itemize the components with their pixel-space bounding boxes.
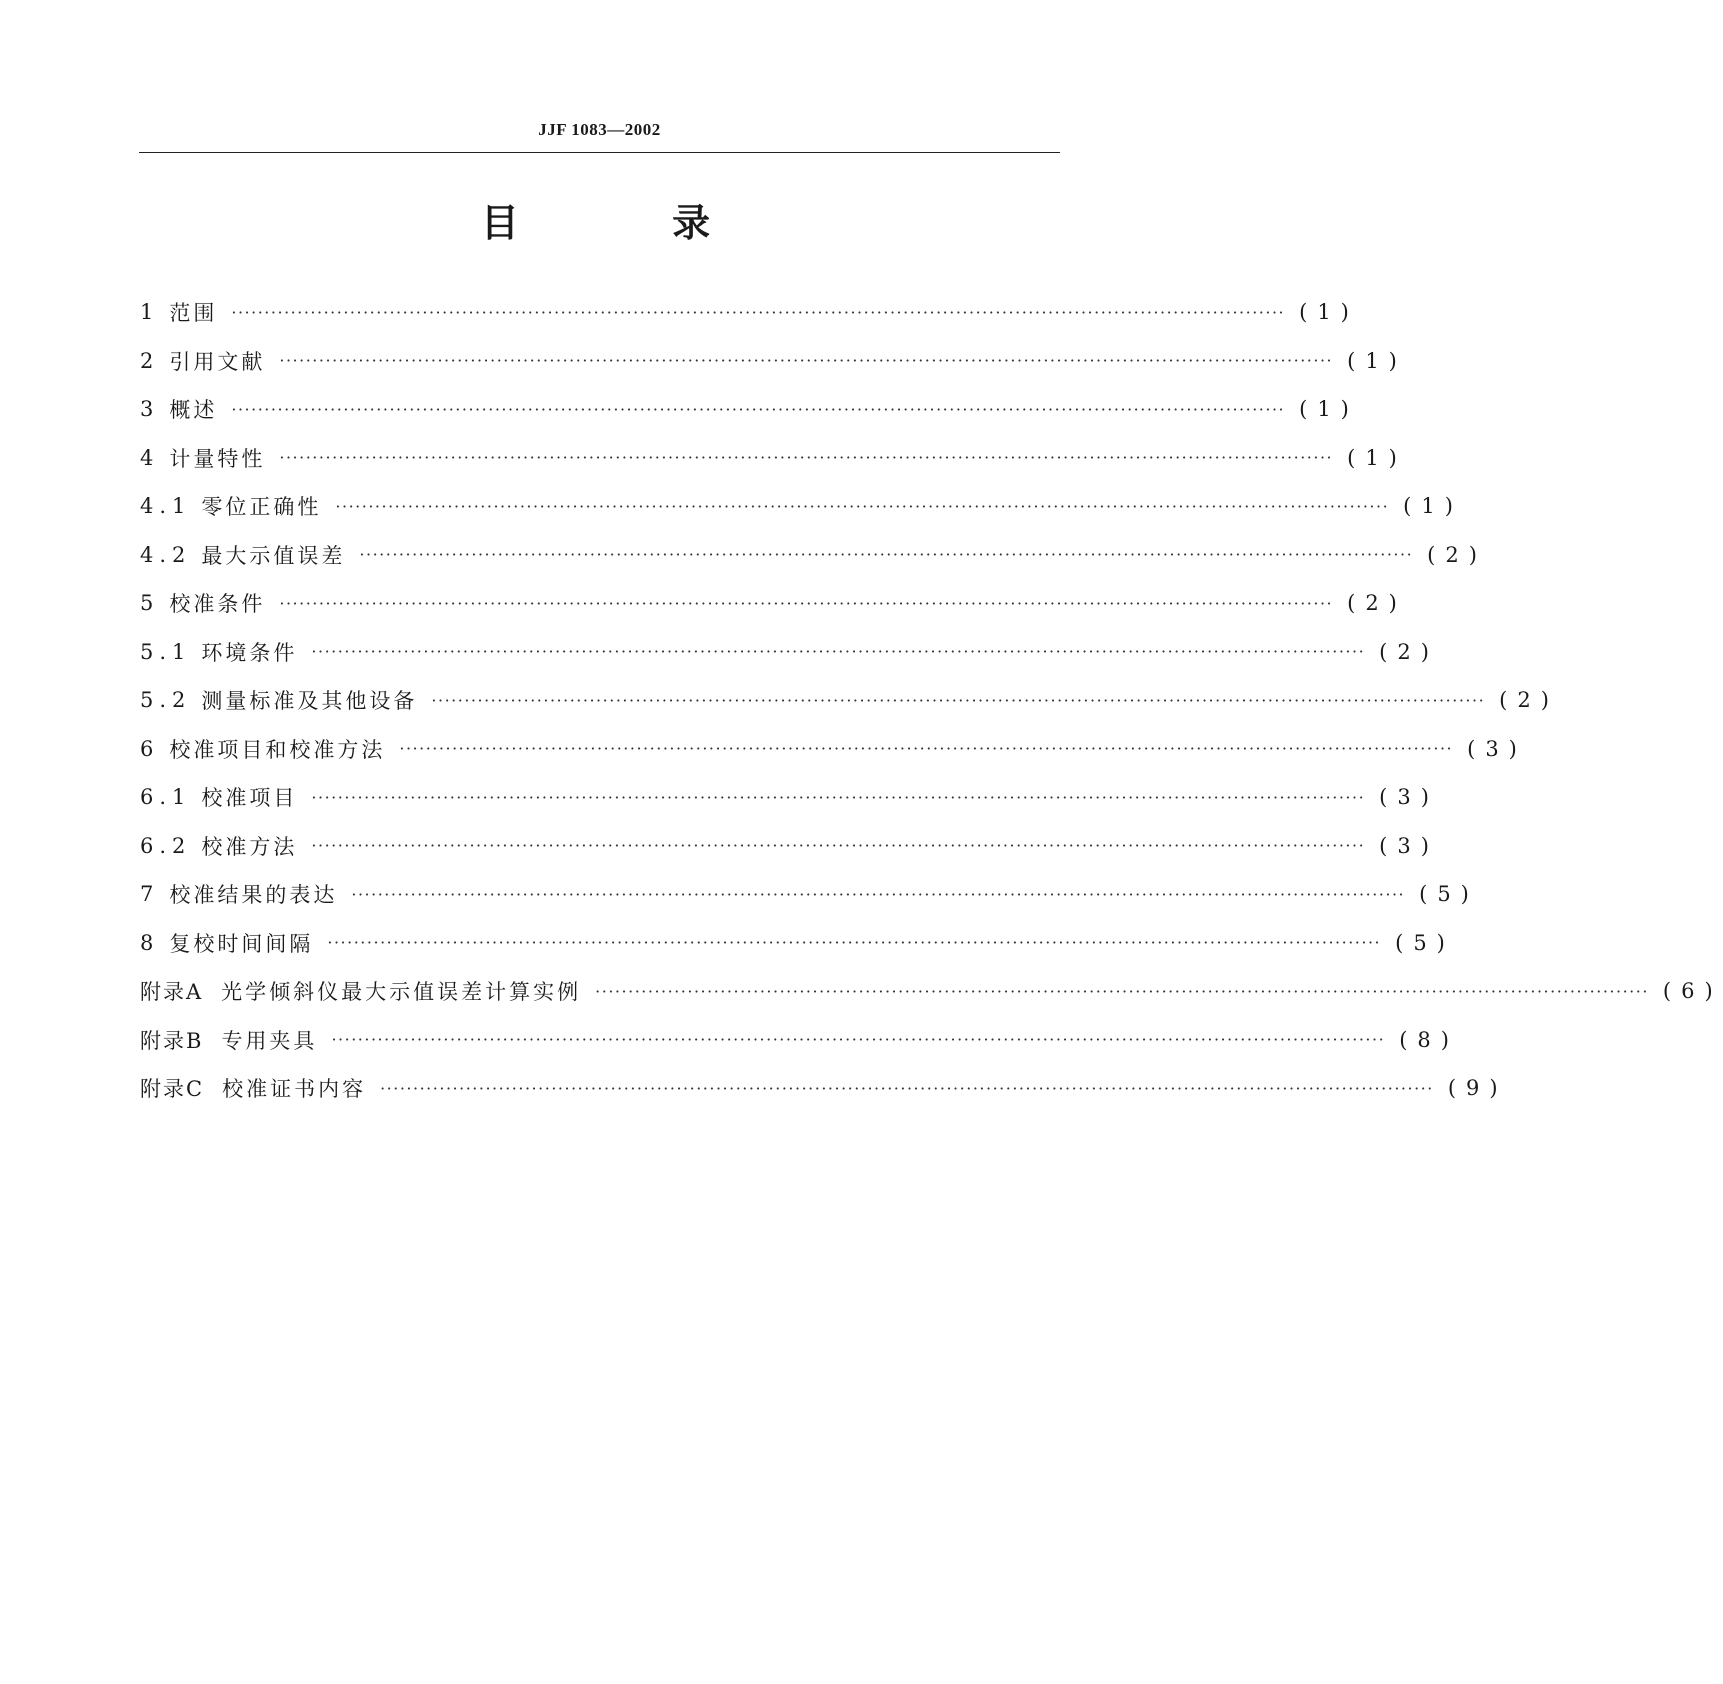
standard-code: JJF 1083—2002: [538, 120, 661, 139]
toc-entry[interactable]: [140, 773, 1439, 822]
toc-entry-label: 测量标准及其他设备: [201, 689, 418, 714]
toc-entry-label: 校准证书内容: [222, 1077, 367, 1102]
toc-entry-number: 附录B: [140, 1028, 204, 1053]
toc-entry[interactable]: [140, 288, 1359, 337]
dot-leader: ································································································································································: [327, 933, 1382, 953]
toc-entry-page: (1): [1403, 494, 1463, 519]
toc-entry-page: (1): [1299, 300, 1359, 325]
toc-entry[interactable]: [140, 676, 1559, 725]
toc-entry-label: 计量特性: [169, 446, 266, 471]
toc-entry-page: (8): [1399, 1027, 1459, 1052]
dot-leader: ································································································································································: [399, 739, 1454, 759]
toc-entry-label: 环境条件: [201, 640, 298, 665]
toc-entry[interactable]: [140, 628, 1439, 677]
dot-leader: ································································································································································: [231, 302, 1286, 322]
toc-entry[interactable]: [140, 1016, 1459, 1065]
toc-entry[interactable]: [140, 1064, 1508, 1113]
toc-entry-page: (3): [1467, 736, 1527, 761]
toc-entry-page: (1): [1347, 445, 1407, 470]
dot-leader: ································································································································································: [311, 642, 1366, 662]
toc-entry-number: 6: [140, 736, 160, 761]
toc-entry-page: (2): [1499, 688, 1559, 713]
dot-leader: ································································································································································: [335, 496, 1390, 516]
toc-entry-page: (3): [1379, 833, 1439, 858]
toc-entry-page: (2): [1379, 639, 1439, 664]
toc-entry-number: 3: [140, 397, 160, 422]
toc-entry-number: 6.2: [140, 833, 192, 858]
dot-leader: ································································································································································: [359, 545, 1414, 565]
toc-entry-label: 光学倾斜仪最大示值误差计算实例: [221, 980, 582, 1005]
toc-entry-label: 概述: [169, 398, 218, 423]
table-of-contents: [140, 288, 1723, 1113]
dot-leader: ································································································································································: [595, 981, 1649, 1001]
toc-entry-page: (5): [1395, 930, 1455, 955]
toc-entry[interactable]: [140, 870, 1479, 919]
toc-entry[interactable]: [140, 434, 1407, 483]
dot-leader: ································································································································································: [351, 884, 1406, 904]
toc-entry[interactable]: [140, 725, 1527, 774]
dot-leader: ································································································································································: [311, 836, 1366, 856]
toc-entry-page: (9): [1447, 1076, 1508, 1101]
toc-entry-label: 零位正确性: [201, 495, 322, 520]
toc-entry[interactable]: [140, 919, 1455, 968]
toc-entry[interactable]: [140, 579, 1407, 628]
toc-entry-label: 范围: [169, 301, 218, 326]
toc-entry-label: 专用夹具: [221, 1028, 318, 1053]
toc-entry-number: 2: [140, 348, 160, 373]
toc-entry-label: 校准项目: [201, 786, 298, 811]
toc-entry[interactable]: [140, 482, 1463, 531]
toc-entry-number: 4.1: [140, 494, 192, 519]
toc-entry-page: (6): [1662, 979, 1723, 1004]
toc-entry-label: 校准条件: [169, 592, 266, 617]
toc-entry-number: 5.2: [140, 688, 192, 713]
toc-entry-page: (3): [1379, 785, 1439, 810]
toc-entry[interactable]: [140, 531, 1487, 580]
toc-entry-number: 8: [140, 930, 160, 955]
toc-entry-label: 复校时间间隔: [169, 931, 314, 956]
toc-entry[interactable]: [140, 822, 1439, 871]
dot-leader: ································································································································································: [380, 1078, 1434, 1098]
page-header: [139, 112, 1060, 153]
dot-leader: ································································································································································: [311, 787, 1366, 807]
toc-entry-label: 校准项目和校准方法: [169, 737, 386, 762]
toc-entry-number: 4.2: [140, 542, 192, 567]
dot-leader: ································································································································································: [279, 351, 1334, 371]
dot-leader: ································································································································································: [331, 1030, 1386, 1050]
toc-entry-number: 4: [140, 445, 160, 470]
toc-entry-page: (1): [1299, 397, 1359, 422]
toc-entry-label: 校准方法: [201, 834, 298, 859]
toc-entry[interactable]: [140, 967, 1723, 1016]
toc-entry-label: 引用文献: [169, 349, 266, 374]
toc-entry-page: (2): [1427, 542, 1487, 567]
toc-entry-number: 5: [140, 591, 160, 616]
page-title: 目 录: [480, 201, 781, 245]
toc-entry-label: 校准结果的表达: [169, 883, 338, 908]
toc-entry-page: (1): [1347, 348, 1407, 373]
toc-entry-page: (2): [1347, 591, 1407, 616]
toc-entry-number: 附录A: [140, 980, 204, 1005]
dot-leader: ································································································································································: [431, 690, 1486, 710]
toc-entry-number: 6.1: [140, 785, 192, 810]
toc-entry-number: 7: [140, 882, 160, 907]
toc-entry-number: 1: [140, 300, 160, 325]
dot-leader: ································································································································································: [279, 593, 1334, 613]
toc-entry-page: (5): [1419, 882, 1479, 907]
toc-entry[interactable]: [140, 337, 1407, 386]
toc-entry-number: 附录C: [140, 1077, 205, 1102]
dot-leader: ································································································································································: [231, 399, 1286, 419]
toc-entry[interactable]: [140, 385, 1359, 434]
toc-entry-number: 5.1: [140, 639, 192, 664]
dot-leader: ································································································································································: [279, 448, 1334, 468]
toc-entry-label: 最大示值误差: [201, 543, 346, 568]
